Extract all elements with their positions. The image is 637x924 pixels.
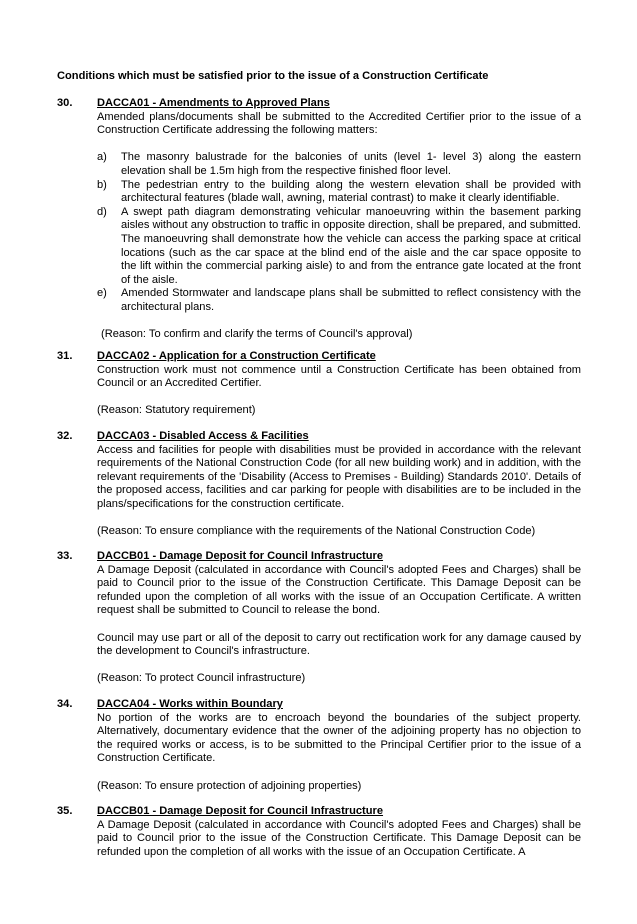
list-item-text: The pedestrian entry to the building along the western elevation shall be provided with architectural features (blade wall, awning, material contrast) to make it clearly identifiable. bbox=[121, 178, 581, 205]
condition-reason: (Reason: To ensure protection of adjoining properties) bbox=[97, 779, 362, 792]
condition-body bbox=[97, 111, 581, 342]
condition-title: DACCA03 - Disabled Access & Facilities bbox=[97, 430, 309, 442]
list-marker: e) bbox=[97, 287, 107, 300]
condition-body bbox=[97, 712, 581, 794]
section-heading: Conditions which must be satisfied prior to the issue of a Construction Certificate bbox=[57, 70, 489, 82]
condition-title: DACCA02 - Application for a Construction Certificate bbox=[97, 350, 376, 362]
condition-title: DACCA01 - Amendments to Approved Plans bbox=[97, 97, 330, 109]
condition-body bbox=[97, 564, 581, 686]
list-item bbox=[57, 206, 581, 288]
condition-body bbox=[97, 819, 581, 860]
condition-number: 30. bbox=[57, 97, 73, 109]
condition-paragraph: Access and facilities for people with disabilities must be provided in accordance with the relevant requirements of the National Construction Code (for all new building work) and in addition, with the relevant requirements of the 'Disability (Access to Premises - Building) Standards 2010'. Details of the proposed access, facilities and car parking for people with disabilities are to be included in the plans/specifications for the construction certificate. bbox=[97, 443, 581, 510]
condition-paragraph: No portion of the works are to encroach beyond the boundaries of the subject property. Alternatively, documentary evidence that the owner of the adjoining property has no objection to the required works or access, is to be submitted to the Principal Certifier prior to the issue of a Construction Certificate. bbox=[97, 711, 581, 765]
list-marker: a) bbox=[97, 151, 107, 164]
condition-reason: (Reason: To confirm and clarify the terms of Council's approval) bbox=[101, 328, 413, 341]
amendment-list bbox=[57, 151, 581, 314]
condition-paragraph: A Damage Deposit (calculated in accordance with Council's adopted Fees and Charges) shall be paid to Council prior to the issue of the Construction Certificate. This Damage Deposit can be refunded upon the completion of all works with the issue of an Occupation Certificate. A written request shall be submitted to Council to release the bond. bbox=[97, 563, 581, 617]
condition-number: 32. bbox=[57, 430, 73, 442]
condition-reason: (Reason: To protect Council infrastructure) bbox=[97, 672, 306, 685]
condition-reason: (Reason: To ensure compliance with the requirements of the National Construction Code) bbox=[97, 525, 536, 538]
condition-paragraph: A Damage Deposit (calculated in accordance with Council's adopted Fees and Charges) shall be paid to Council prior to the issue of the Construction Certificate. This Damage Deposit can be refunded upon the completion of all works with the issue of an Occupation Certificate. A bbox=[97, 818, 581, 858]
condition-number: 33. bbox=[57, 550, 73, 562]
condition-number: 35. bbox=[57, 805, 73, 817]
list-item bbox=[57, 287, 581, 314]
condition-intro: Amended plans/documents shall be submitted to the Accredited Certifier prior to the issue of a Construction Certificate addressing the following matters: bbox=[97, 110, 581, 137]
list-item-text: A swept path diagram demonstrating vehicular manoeuvring within the basement parking aisles without any obstruction to traffic in opposite direction, shall be prepared, and submitted. The manoeuvring shall demonstrate how the vehicle can access the parking space at critical locations (such as the car space at the blind end of the aisle and the car space opposite to the lift within the commercial parking aisle) to and from the entrance gate located at the front of the aisle. bbox=[121, 205, 581, 286]
list-marker: d) bbox=[97, 205, 107, 218]
condition-reason: (Reason: Statutory requirement) bbox=[97, 404, 256, 417]
condition-title: DACCB01 - Damage Deposit for Council Infrastructure bbox=[97, 805, 384, 817]
condition-title: DACCA04 - Works within Boundary bbox=[97, 698, 283, 710]
list-marker: b) bbox=[97, 178, 107, 191]
condition-paragraph: Construction work must not commence until a Construction Certificate has been obtained from Council or an Accredited Certifier. bbox=[97, 363, 581, 390]
condition-body bbox=[97, 364, 581, 418]
list-item bbox=[57, 179, 581, 206]
list-item-text: The masonry balustrade for the balconies of units (level 1- level 3) along the eastern elevation shall be 1.5m high from the respective finished floor level. bbox=[121, 151, 581, 177]
list-item bbox=[57, 151, 581, 178]
condition-title: DACCB01 - Damage Deposit for Council Infrastructure bbox=[97, 550, 384, 562]
condition-number: 34. bbox=[57, 698, 73, 710]
condition-paragraph: Council may use part or all of the deposit to carry out rectification work for any damage caused by the development to Council's infrastructure. bbox=[97, 631, 581, 658]
condition-body bbox=[97, 444, 581, 539]
condition-number: 31. bbox=[57, 350, 73, 362]
list-item-text: Amended Stormwater and landscape plans shall be submitted to reflect consistency with the architectural plans. bbox=[121, 287, 581, 313]
